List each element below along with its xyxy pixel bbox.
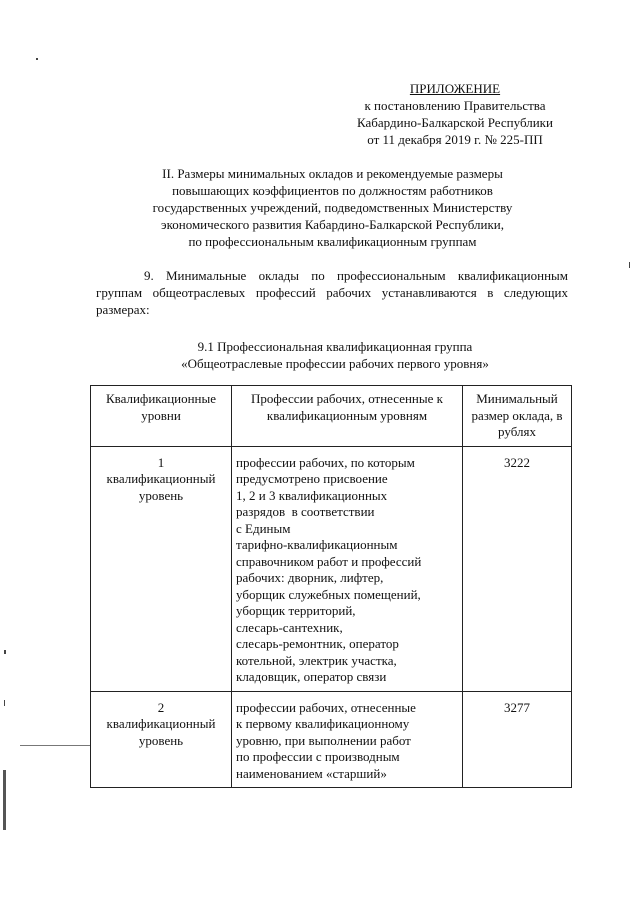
- group-heading: [120, 338, 550, 372]
- profession-line: наименованием «старший»: [236, 765, 387, 781]
- salary-cell: 3277: [463, 691, 572, 788]
- annex-title: ПРИЛОЖЕНИЕ: [409, 81, 501, 96]
- group-heading-line: 9.1 Профессиональная квалификационная группа: [197, 339, 473, 354]
- profession-line: рабочих: дворник, лифтер,: [236, 570, 384, 585]
- profession-line: к первому квалификационному: [236, 716, 410, 731]
- profession-line: котельной, электрик участка,: [236, 652, 397, 668]
- section-heading-line: государственных учреждений, подведомственных Министерству: [152, 200, 513, 215]
- annex-line: к постановлению Правительства: [364, 98, 546, 113]
- professions-cell: [232, 446, 463, 691]
- scan-artifact: [36, 58, 38, 60]
- table-row: [91, 446, 572, 691]
- group-heading-line: «Общеотраслевые профессии рабочих первого уровня»: [181, 356, 489, 371]
- annex-header: [320, 80, 590, 148]
- qualification-table: [90, 385, 572, 788]
- profession-line: уборщик служебных помещений,: [236, 586, 421, 602]
- section-heading-line: повышающих коэффициентов по должностям работников: [172, 183, 493, 198]
- section-heading-line: экономического развития Кабардино-Балкарской Республики,: [161, 217, 504, 232]
- profession-line: тарифно-квалификационным: [236, 537, 398, 552]
- profession-line: 1, 2 и 3 квалификационных: [236, 487, 388, 503]
- profession-line: кладовщик, оператор связи: [236, 669, 387, 684]
- annex-line: от 11 декабря 2019 г. № 225-ПП: [367, 132, 543, 147]
- profession-line: предусмотрено присвоение: [236, 471, 388, 486]
- table-row: [91, 691, 572, 788]
- section-heading-line: по профессиональным квалификационным группам: [188, 234, 477, 249]
- profession-line: профессии рабочих, по которым: [236, 454, 415, 470]
- header-professions: Профессии рабочих, отнесенные к квалификационным уровням: [232, 386, 463, 447]
- header-levels: Квалификационные уровни: [91, 386, 232, 447]
- profession-line: с Единым: [236, 520, 291, 536]
- profession-line: уборщик территорий,: [236, 603, 356, 618]
- salary-cell: 3222: [463, 446, 572, 691]
- professions-cell: [232, 691, 463, 788]
- paragraph-number: 9.: [144, 268, 154, 283]
- annex-line: Кабардино-Балкарской Республики: [357, 115, 553, 130]
- profession-line: профессии рабочих, отнесенные: [236, 699, 416, 715]
- header-salary: Минимальный размер оклада, в рублях: [463, 386, 572, 447]
- paragraph-text: Минимальные оклады по профессиональным квалификационным группам общеотраслевых профессий рабочих устанавливаются в следующих размерах:: [96, 268, 568, 317]
- level-cell: [91, 446, 232, 691]
- section-heading: [95, 165, 570, 250]
- level-number: 2: [157, 699, 165, 715]
- level-cell: [91, 691, 232, 788]
- level-label: квалификационный уровень: [106, 471, 216, 503]
- profession-line: слесарь-ремонтник, оператор: [236, 636, 399, 651]
- table-header-row: [91, 386, 572, 447]
- level-number: 1: [157, 454, 165, 470]
- scan-artifact: [4, 650, 6, 654]
- scan-artifact: [4, 700, 5, 706]
- section-heading-line: II. Размеры минимальных окладов и рекомендуемые размеры: [162, 166, 503, 181]
- level-label: квалификационный уровень: [106, 716, 216, 748]
- profession-line: уровню, при выполнении работ: [236, 732, 411, 748]
- scan-artifact: [20, 745, 90, 746]
- profession-line: справочником работ и профессий: [236, 553, 422, 569]
- profession-line: разрядов в соответствии: [236, 504, 375, 519]
- profession-line: слесарь-сантехник,: [236, 619, 343, 635]
- scan-artifact: [3, 770, 6, 830]
- scan-artifact: [629, 262, 630, 268]
- paragraph-9: [96, 267, 568, 318]
- profession-line: по профессии с производным: [236, 749, 400, 764]
